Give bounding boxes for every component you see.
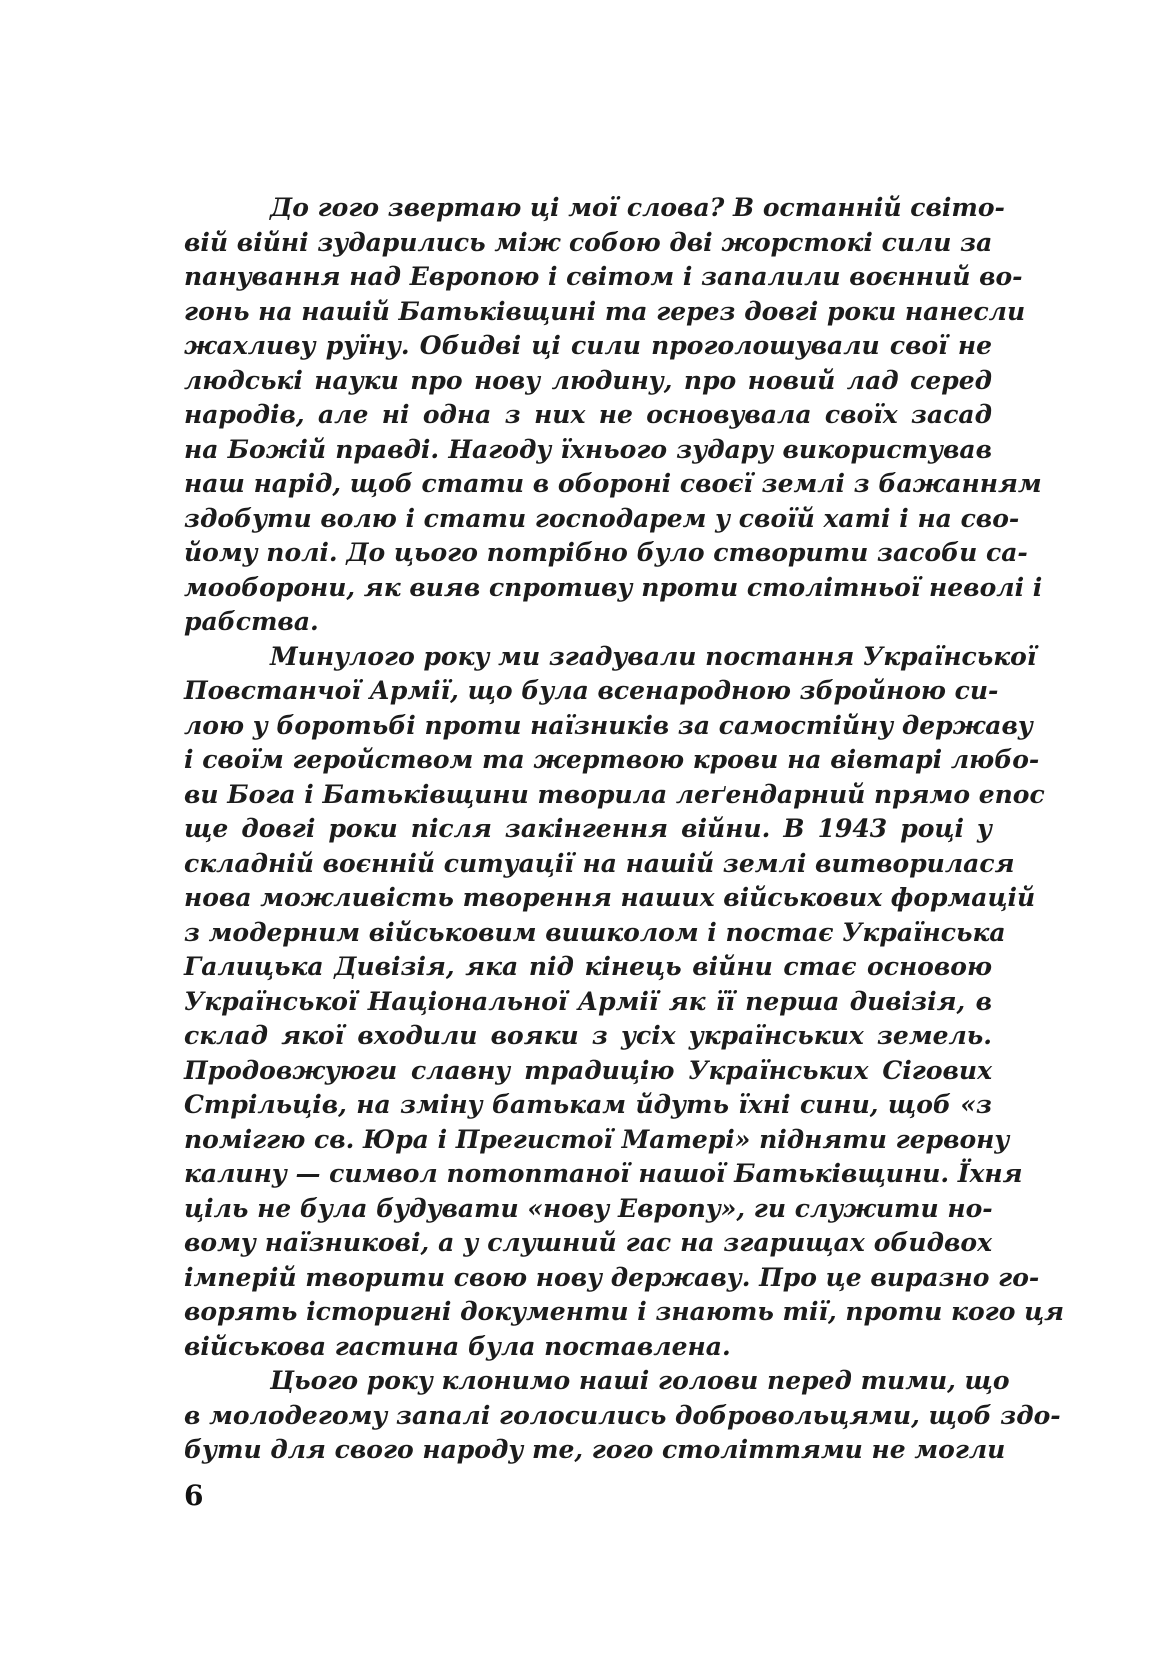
- text-line: вій війні зударились між собою дві жорстокі сили за: [184, 227, 993, 257]
- text-line: ще довгі роки після закінгення війни. В 1943 році у: [184, 814, 992, 843]
- text-line: Продовжуюги славну традицію Українських Сігових: [184, 1055, 992, 1085]
- text-line: мооборони, як вияв спротиву проти столітньої неволі і: [184, 572, 1043, 602]
- text-line: складній воєнній ситуації на нашій землі витворилася: [184, 848, 1015, 878]
- text-line: з модерним військовим вишколом і постає Українська: [184, 917, 1006, 947]
- text-line: в молодегому запалі голосились добровольцями, щоб здо-: [184, 1400, 1061, 1430]
- text-line: калину — символ потоптаної нашої Батьківщини. Їхня: [184, 1159, 1023, 1188]
- text-line: Минулого року ми згадували постання Української: [270, 641, 1037, 671]
- text-line: і своїм геройством та жертвою крови на вівтарі любо-: [184, 745, 1040, 774]
- text-line: здобути волю і стати господарем у своїй хаті і на сво-: [184, 503, 1020, 533]
- text-line: народів, але ні одна з них не основувала своїх засад: [184, 400, 992, 429]
- text-line: рабства.: [184, 607, 319, 636]
- text-line: йому полі. До цього потрібно було створити засоби са-: [184, 538, 1028, 567]
- body-text: [184, 191, 1065, 1468]
- text-line: військова гастина була поставлена.: [184, 1331, 731, 1361]
- page-number: 6: [184, 1479, 204, 1512]
- text-line: на Божій правді. Нагоду їхнього зудару використував: [184, 434, 992, 464]
- text-line: панування над Европою і світом і запалили воєнний во-: [184, 262, 1023, 291]
- text-line: гонь на нашій Батьківщині та герез довгі роки нанесли: [184, 296, 1026, 326]
- text-line: людські науки про нову людину, про новий лад серед: [184, 365, 992, 395]
- text-line: імперій творити свою нову державу. Про це виразно го-: [184, 1262, 1040, 1292]
- text-line: наш нарід, щоб стати в обороні своєї землі з бажанням: [184, 469, 1042, 498]
- text-line: жахливу руїну. Обидві ці сили проголошували свої не: [184, 331, 992, 360]
- text-line: ворять історигні документи і знають тії, проти кого ця: [184, 1297, 1065, 1326]
- text-line: склад якої входили вояки з усіх українських земель.: [184, 1021, 992, 1050]
- text-line: лою у боротьбі проти наїзників за самостійну державу: [184, 710, 1033, 740]
- text-line: До гого звертаю ці мої слова? В останній світо-: [270, 193, 1005, 222]
- text-line: Української Національної Армії як її перша дивізія, в: [184, 986, 992, 1016]
- text-line: вому наїзникові, а у слушний гас на згарищах обидвох: [184, 1228, 992, 1257]
- text-line: Повстанчої Армії, що була всенародною збройною си-: [184, 676, 999, 705]
- text-line: бути для свого народу те, гого століттями не могли: [184, 1435, 1006, 1464]
- text-line: Стрільців, на зміну батькам йдуть їхні сини, щоб «з: [184, 1090, 992, 1119]
- text-line: ви Бога і Батьківщини творила леґендарний прямо епос: [184, 779, 1045, 809]
- text-line: нова можливість творення наших військових формацій: [184, 883, 1036, 912]
- text-line: поміггю св. Юра і Прегистої Матері» підняти гервону: [184, 1124, 1010, 1154]
- text-line: ціль не була будувати «нову Европу», ги служити но-: [184, 1193, 993, 1223]
- text-line: Цього року клонимо наші голови перед тими, що: [270, 1366, 1010, 1395]
- text-line: Галицька Дивізія, яка під кінець війни стає основою: [184, 952, 992, 981]
